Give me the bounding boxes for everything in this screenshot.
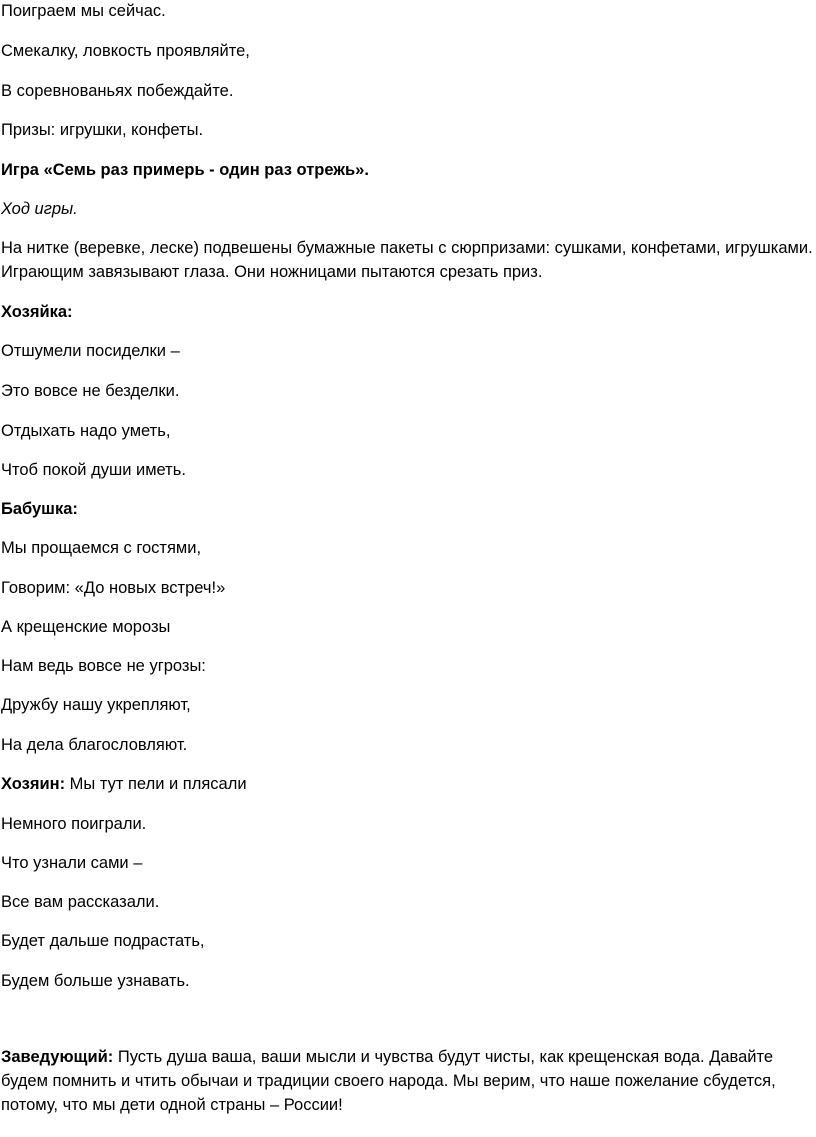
closing-paragraph	[1, 1045, 813, 1117]
verse-line: Смекалку, ловкость проявляйте,	[1, 42, 250, 60]
verse-line: Отшумели посиделки –	[1, 342, 180, 360]
speaker-heading: Хозяйка:	[1, 303, 73, 321]
verse-line: Отдыхать надо уметь,	[1, 422, 171, 440]
verse-line: Призы: игрушки, конфеты.	[1, 121, 204, 139]
verse-line: Говорим: «До новых встреч!»	[1, 579, 226, 597]
speaker-text: Пусть душа ваша, ваши мысли и чувства будут чисты, как крещенская вода. Давайте будем помнить и чтить обычаи и традиции своего народа. Мы верим, что наше пожелание сбудется, потому, что мы дети одной страны – России!	[1, 1048, 776, 1114]
verse-line: Будем больше узнавать.	[1, 972, 190, 990]
verse-line: На дела благословляют.	[1, 736, 188, 754]
speaker-text: Мы тут пели и плясали	[65, 775, 247, 793]
verse-line: Будет дальше подрастать,	[1, 932, 205, 950]
game-description: На нитке (веревке, леске) подвешены бумажные пакеты с сюрпризами: сушками, конфетами, игрушками. Играющим завязывают глаза. Они ножницами пытаются срезать приз.	[1, 239, 813, 281]
verse-line: Чтоб покой души иметь.	[1, 461, 186, 479]
game-title: Игра «Семь раз примерь - один раз отрежь».	[1, 161, 369, 179]
game-course-heading: Ход игры.	[1, 200, 78, 218]
speaker-heading: Бабушка:	[1, 500, 78, 518]
verse-line: Немного поиграли.	[1, 815, 147, 833]
verse-line: А крещенские морозы	[1, 618, 171, 636]
verse-line: Что узнали сами –	[1, 854, 143, 872]
verse-line: Мы прощаемся с гостями,	[1, 539, 202, 557]
verse-line: Все вам рассказали.	[1, 893, 160, 911]
verse-line: Нам ведь вовсе не угрозы:	[1, 657, 206, 675]
verse-line: Дружбу нашу укрепляют,	[1, 696, 191, 714]
verse-line: Поиграем мы сейчас.	[1, 2, 166, 20]
speaker-label: Заведующий:	[1, 1048, 114, 1066]
verse-line: Это вовсе не безделки.	[1, 382, 180, 400]
verse-line: В соревнованьях побеждайте.	[1, 82, 234, 100]
speaker-line	[1, 773, 247, 796]
speaker-label: Хозяин:	[1, 775, 66, 793]
